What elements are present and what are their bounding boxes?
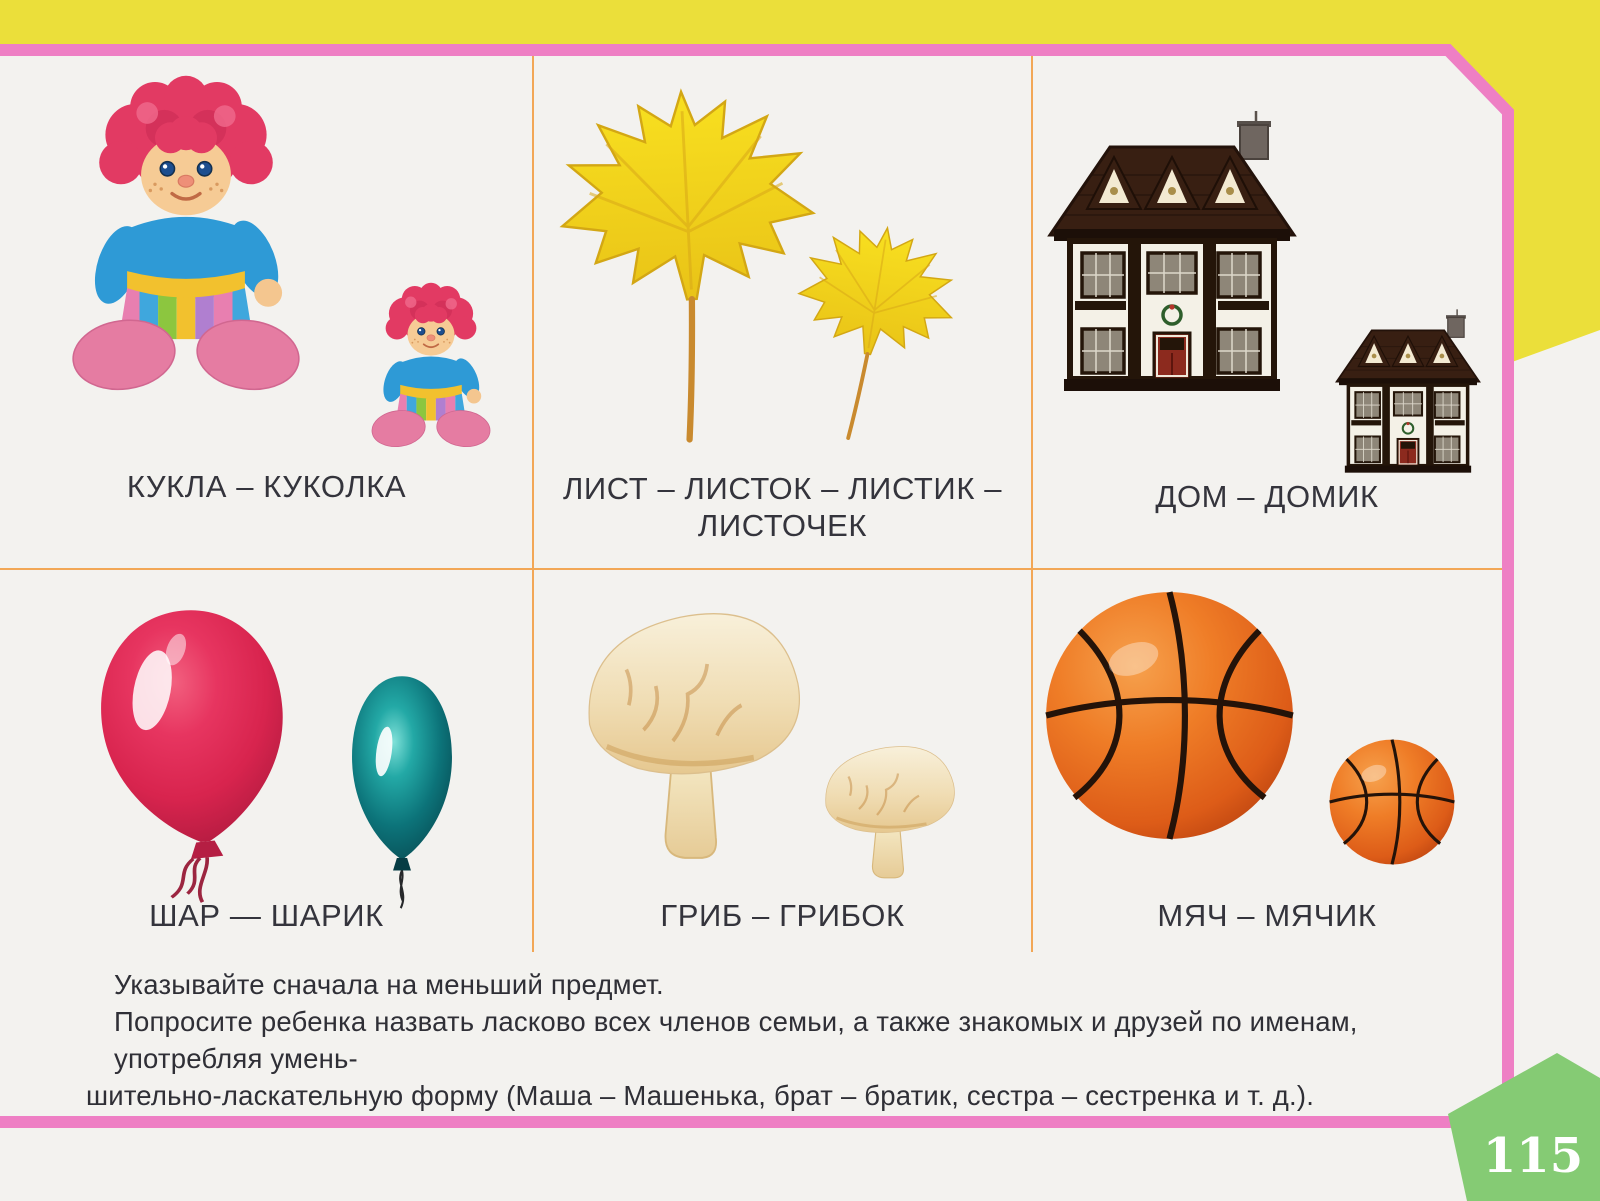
label-doll-line1: КУКЛА – КУКОЛКА [126, 469, 407, 504]
basketball-small-image [1327, 737, 1457, 867]
mushroom-small-image [814, 738, 964, 886]
label-house-line1: ДОМ – ДОМИК [1155, 479, 1379, 514]
label-balloon [0, 897, 533, 934]
mushroom-large-image [570, 598, 815, 873]
label-ball-line1: МЯЧ – МЯЧИК [1157, 898, 1377, 933]
instructions-line1: Указывайте сначала на меньший предмет. [114, 969, 664, 1000]
label-mushroom [533, 897, 1032, 934]
label-leaf-line2: ЛИСТОЧЕК [697, 508, 868, 543]
balloon-large-image [65, 591, 327, 914]
page-number-badge [1430, 1040, 1600, 1201]
house-small-image [1332, 300, 1484, 475]
label-doll [0, 468, 533, 505]
balloon-small-image [338, 670, 466, 905]
label-leaf [533, 470, 1032, 544]
leaf-small-image [765, 204, 977, 461]
instructions-line3: шительно-ласкательную форму (Маша – Машенька, брат – братик, сестра – сестренка и т. д.). [86, 1080, 1315, 1111]
label-house [1032, 478, 1502, 515]
label-leaf-line1: ЛИСТ – ЛИСТОК – ЛИСТИК – [562, 471, 1003, 506]
page-number: 115 [1482, 1128, 1584, 1184]
instructions-line2: Попросите ребенка назвать ласково всех членов семьи, а также знакомых и друзей по именам, употребляя умень- [114, 1006, 1358, 1074]
top-yellow-band [0, 0, 1600, 44]
doll-large-image [62, 82, 310, 392]
house-large-image [1042, 95, 1302, 395]
label-ball [1032, 897, 1502, 934]
instructions-text [86, 966, 1494, 1114]
label-balloon-line1: ШАР — ШАРИК [149, 898, 384, 933]
doll-small-image [366, 286, 496, 448]
label-mushroom-line1: ГРИБ – ГРИБОК [660, 898, 905, 933]
basketball-large-image [1041, 587, 1298, 844]
